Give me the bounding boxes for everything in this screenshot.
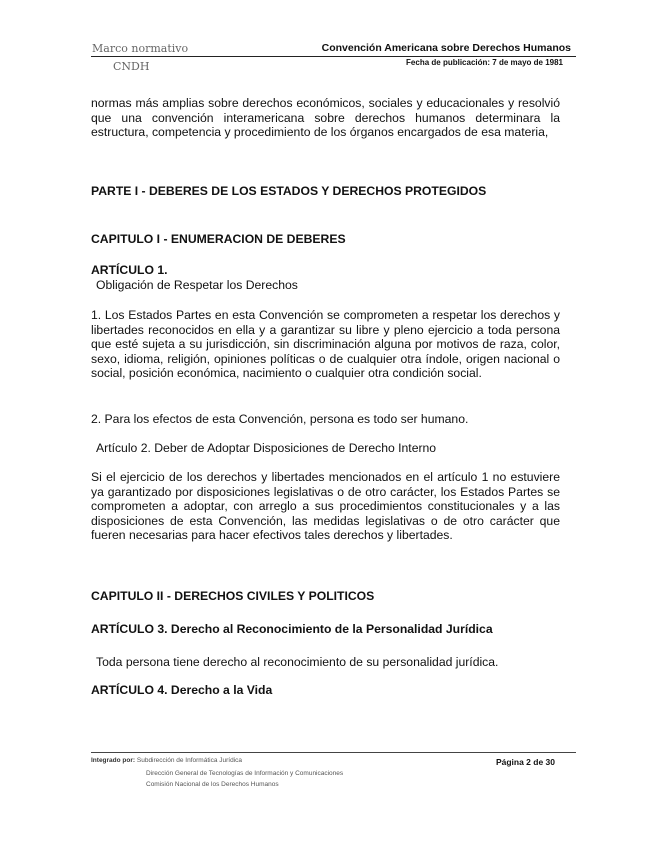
articulo-1-paragraph-2: 2. Para los efectos de esta Convención, persona es todo ser humano. <box>91 412 469 426</box>
header-institution: CNDH <box>113 60 150 73</box>
articulo-1-subtitle: Obligación de Respetar los Derechos <box>96 278 298 292</box>
articulo-1-heading: ARTÍCULO 1. <box>91 263 168 277</box>
publication-date: Fecha de publicación: 7 de mayo de 1981 <box>406 58 563 67</box>
articulo-3-paragraph: Toda persona tiene derecho al reconocimiento de su personalidad jurídica. <box>96 655 499 669</box>
capitulo-1-heading: CAPITULO I - ENUMERACION DE DEBERES <box>91 232 346 246</box>
articulo-1-paragraph-1: 1. Los Estados Partes en esta Convención se comprometen a respetar los derechos y libertades reconocidos en ella y a garantizar su libre y pleno ejercicio a toda persona que esté sujeta a su jurisdicción, sin discriminación alguna por motivos de raza, color, sexo, idioma, religión, opiniones políticas o de cualquier otra índole, origen nacional o social, posición económica, nacimiento o cualquier otra condición social. <box>91 308 560 380</box>
articulo-2-heading: Artículo 2. Deber de Adoptar Disposiciones de Derecho Interno <box>96 441 437 455</box>
articulo-2-paragraph: Si el ejercicio de los derechos y libertades mencionados en el artículo 1 no estuviere ya garantizado por disposiciones legislativas o de otro carácter, los Estados Partes se comprometen a adoptar, con arreglo a sus procedimientos constitucionales y a las disposiciones de esta Convención, las medidas legislativas o de otro carácter que fueren necesarias para hacer efectivos tales derechos y libertades. <box>91 470 560 542</box>
document-title: Convención Americana sobre Derechos Humanos <box>321 42 571 54</box>
intro-paragraph: normas más amplias sobre derechos económicos, sociales y educacionales y resolvió que una convención interamericana sobre derechos humanos determinara la estructura, competencia y procedimiento de los órganos encargados de esa materia, <box>91 96 560 139</box>
capitulo-2-heading: CAPITULO II - DERECHOS CIVILES Y POLITICOS <box>91 589 375 603</box>
footer-integrado-label: Integrado por: <box>91 757 136 764</box>
articulo-3-heading: ARTÍCULO 3. Derecho al Reconocimiento de la Personalidad Jurídica <box>91 622 493 636</box>
header-divider <box>91 56 576 57</box>
footer-integrado <box>91 757 242 764</box>
header-section-label: Marco normativo <box>92 42 189 55</box>
articulo-4-heading: ARTÍCULO 4. Derecho a la Vida <box>91 683 273 697</box>
footer-direccion: Dirección General de Tecnologías de Información y Comunicaciones <box>146 770 344 777</box>
parte-heading: PARTE I - DEBERES DE LOS ESTADOS Y DERECHOS PROTEGIDOS <box>91 184 487 198</box>
page-number: Página 2 de 30 <box>495 757 555 767</box>
footer-comision: Comisión Nacional de los Derechos Humanos <box>146 781 279 788</box>
footer-divider <box>91 752 576 753</box>
footer-integrado-value: Subdirección de Informática Jurídica <box>136 757 243 764</box>
